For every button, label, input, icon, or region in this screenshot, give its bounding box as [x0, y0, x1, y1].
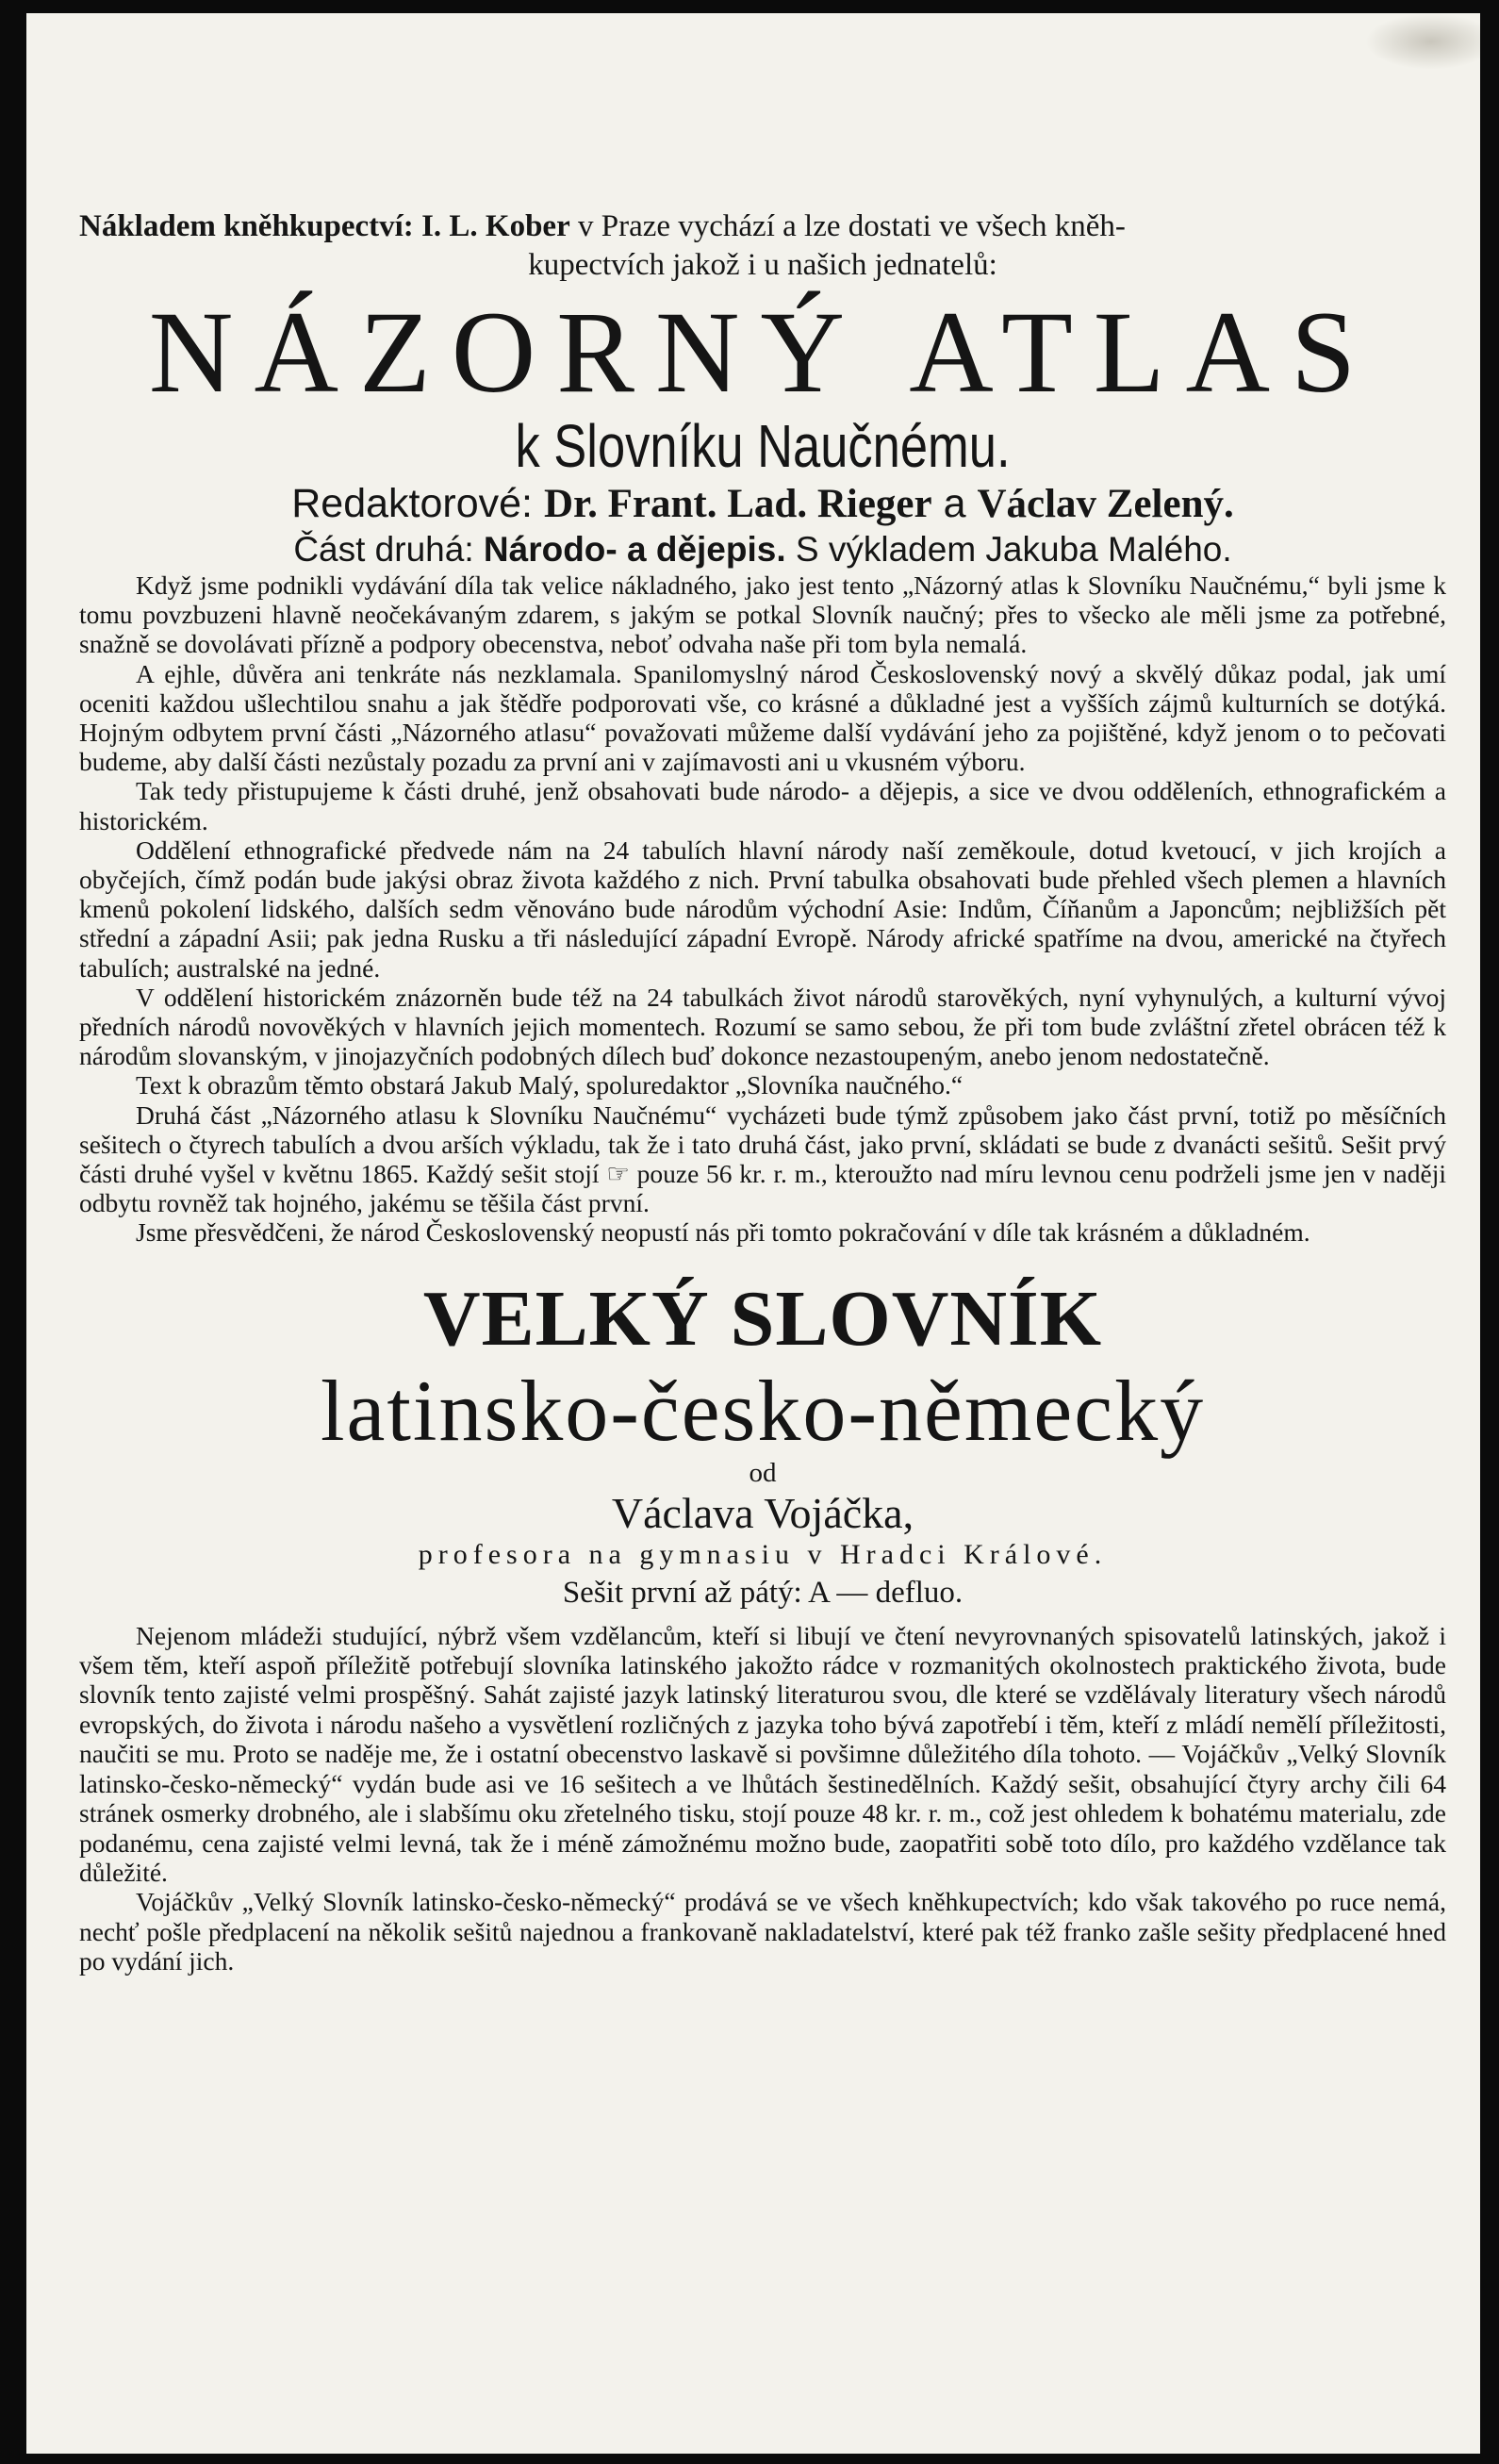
intro-line2: kupectvích jakož i u našich jednatelů: [528, 248, 997, 282]
atlas-paragraph: Tak tedy přistupujeme k části druhé, jenž obsahovati bude národo- a dějepis, a sice ve dvou odděleních, ethnografickém a historickém. [79, 776, 1446, 835]
atlas-part [79, 529, 1446, 571]
slovnik-issue: Sešit první až pátý: A — defluo. [562, 1575, 964, 1610]
intro-lead: Nákladem kněhkupectví: [79, 209, 414, 243]
editors-label: Redaktorové: [291, 481, 534, 526]
slovnik-author: Václava Vojáčka, [611, 1488, 914, 1537]
slovnik-author-role: profesora na gymnasiu v Hradci Králové. [418, 1538, 1108, 1570]
slovnik-text [79, 1621, 1446, 1976]
atlas-paragraph: Jsme přesvědčeni, že národ Československý neopustí nás při tomto pokračování v díle tak krásném a důkladném. [136, 1217, 1310, 1248]
poster-sheet [26, 13, 1480, 2454]
slovnik-paragraph: Nejenom mládeži studující, nýbrž všem vzdělancům, kteří si libují ve čtení nevyrovnaných spisovatelů latinských, jakož i všem těm, kteří aspoň příležitě potřebují slovníka latinského jakožto rádce v rozmanitých okolnostech praktického života, bude slovník tento zajisté velmi prospěšný. Sahát zajisté jazyk latinský literaturou svou, dle které se vzdělávaly literatury všech národů evropských, do života i národu našeho a vysvětlení rozličných z jazyka toho bývá zapotřebí i těm, kteří z mládí nemělí příležitosti, naučiti se mu. Proto se naděje me, že i ostatní obecenstvo laskavě si povšimne důležitého díla tohoto. — Vojáčkův „Velký Slovník latinsko-česko-německý“ vydán bude asi ve 16 sešitech a ve lhůtách šestinedělních. Každý sešit, obsahující čtyry archy čili 64 stránek osmerky drobného, ale i slabšímu oku zřetelného tisku, stojí pouze 48 kr. r. m., což jest ohledem k bohatému materialu, zde podanému, cena zajisté velmi levná, tak že i méně zámožnému možno bude, zaopatřiti sobě toto dílo, pro každého vzdělance tak důležité. [79, 1620, 1446, 1887]
atlas-paragraph: Druhá část „Názorného atlasu k Slovníku Naučnému“ vycházeti bude týmž způsobem jako část první, totiž po měsíčních sešitech o čtyrech tabulích a dvou arších výkladu, tak že i tato druhá část, jako první, skládati se bude z dvanácti sešitů. Sešit prvý části druhé vyšel v květnu 1865. Každý sešit stojí ☞ pouze 56 kr. r. m., kteroužto nad míru levnou cenu podrželi jsme jen v naději odbytu rovněž tak hojného, jakému se těšila část první. [79, 1100, 1446, 1218]
intro-publisher: I. L. Kober [421, 209, 570, 243]
poster-content [79, 207, 1446, 1976]
part-bold: Národo- a dějepis. [483, 530, 786, 569]
editors-second: Václav Zelený. [977, 482, 1234, 526]
atlas-text [79, 571, 1446, 1248]
atlas-paragraph: Text k obrazům těmto obstará Jakub Malý, spoluredaktor „Slovníka naučného.“ [136, 1070, 964, 1100]
slovnik-subtitle: latinsko-česko-německý [320, 1362, 1206, 1459]
part-rest: S výkladem Jakuba Malého. [795, 530, 1232, 569]
atlas-editors [79, 479, 1446, 529]
atlas-paragraph: Když jsme podnikli vydávání díla tak velice nákladného, jako jest tento „Názorný atlas k Slovníku Naučnému,“ byli jsme k tomu povzbuzeni hlavně neočekávaným zdarem, s jakým se potkal Slovník naučný; přes to všecko ale měli jsme za potřebné, snažně se dovolávati přízně a podpory obecenstva, neboť odvaha naše při tom byla nemalá. [79, 571, 1446, 659]
atlas-subtitle: k Slovníku Naučnému. [515, 412, 1011, 480]
editors-and: a [943, 481, 966, 526]
slovnik-title: VELKÝ SLOVNÍK [422, 1274, 1103, 1363]
slovnik-paragraph: Vojáčkův „Velký Slovník latinsko-česko-německý“ prodává se ve všech kněhkupectvích; kdo však takového po ruce nemá, nechť pošle předplacení na několik sešitů najednou a frankovaně nakladatelství, které pak též franko zašle sešity předplacené hned po vydání jich. [79, 1887, 1446, 1976]
part-label: Část druhá: [293, 530, 474, 569]
slovnik-by: od [749, 1457, 777, 1488]
publisher-intro [79, 207, 1446, 285]
editors-names: Dr. Frant. Lad. Rieger [543, 482, 932, 526]
atlas-title: NÁZORNÝ ATLAS [148, 288, 1377, 417]
atlas-paragraph: Oddělení ethnografické předvede nám na 24 tabulích hlavní národy naší zeměkoule, dotud kvetoucí, v jich krojích a obyčejích, čímž podán bude jakýsi obraz života každého z nich. První tabulka obsahovati bude přehled všech plemen a hlavních kmenů pokolení lidského, dalších sedm věnováno bude národům východní Asie: Indům, Číňanům a Japoncům; nejbližších pět střední a západní Asii; pak jedna Rusku a tři následující západní Evropě. Národy africké spatříme na dvou, americké na čtyřech tabulích; australské na jedné. [79, 835, 1446, 983]
paper-stain [1365, 13, 1480, 70]
atlas-paragraph: A ejhle, důvěra ani tenkráte nás nezklamala. Spanilomyslný národ Československý nový a skvělý důkaz podal, jak umí oceniti každou ušlechtilou snahu a jak štědře podporovati vše, co krásné a důkladné jest a vyšších zájmů kulturních se dotýká. Hojným odbytem první části „Názorného atlasu“ považovati můžeme další vydávání jeho za pojištěné, když jenom o to pečovati budeme, aby další části nezůstaly pozadu za první ani v zajímavosti ani u vkusném výboru. [79, 658, 1446, 777]
atlas-paragraph: V oddělení historickém znázorněn bude též na 24 tabulkách život národů starověkých, nyní vyhynulých, a kulturní vývoj předních národů novověkých v hlavních jejich momentech. Rozumí se samo sebou, že při tom bude zvláštní zřetel obrácen též k národům slovanským, v jinojazyčních podobných dílech buď dokonce nezastoupeným, anebo jenom nedostatečně. [79, 982, 1446, 1071]
intro-rest: v Praze vychází a lze dostati ve všech kněh- [577, 209, 1126, 243]
